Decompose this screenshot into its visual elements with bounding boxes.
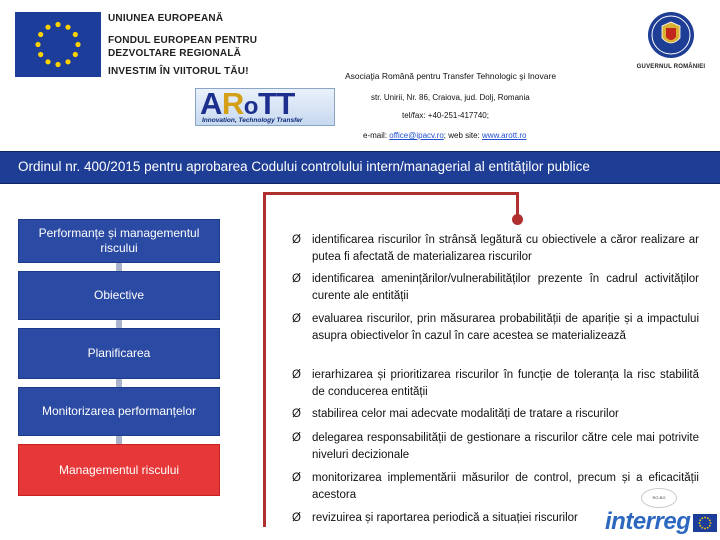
web-label: ; web site: (443, 131, 480, 140)
arrow-bullet-icon: Ø (292, 472, 301, 484)
arrow-bullet-icon: Ø (292, 234, 301, 246)
list-item: Ø delegarea responsabilității de gestionare a riscurilor către cele mai potrivite niveluri decizionale (292, 432, 699, 461)
organization-contact (363, 131, 526, 140)
eu-line-3: DEZVOLTARE REGIONALĂ (108, 48, 242, 59)
process-step-risk-performance (18, 219, 220, 263)
eu-star-icon (45, 25, 50, 30)
eu-logo-text (108, 12, 257, 78)
eu-star-icon (55, 22, 60, 27)
eu-star-icon (699, 519, 701, 521)
bracket-line (263, 192, 519, 195)
eu-star-icon (38, 32, 43, 37)
list-item: Ø stabilirea celor mai adecvate modalități de tratare a riscurilor (292, 406, 699, 423)
email-label: e-mail: (363, 131, 388, 140)
eu-star-icon (65, 25, 70, 30)
organization-address: str. Unirii, Nr. 86, Craiova, jud. Dolj, Romania (371, 93, 530, 102)
arrow-bullet-icon: Ø (292, 432, 301, 444)
process-step-monitoring (18, 387, 220, 436)
title-bar (0, 151, 720, 184)
bracket-line (516, 192, 519, 216)
organization-tel-fax: tel/fax: +40-251-417740; (402, 111, 489, 120)
eu-star-icon (704, 528, 706, 530)
eu-star-icon (35, 42, 40, 47)
eu-star-icon (701, 517, 703, 519)
process-connector (116, 436, 122, 444)
slide-title: Ordinul nr. 400/2015 pentru aprobarea Codului controlului intern/managerial al entităților publice (18, 159, 590, 174)
process-step-planning (18, 328, 220, 379)
interreg-logo: interreg (605, 508, 691, 535)
eu-star-icon (704, 517, 706, 519)
eu-flag-logo (15, 12, 101, 77)
eu-flag-small-icon (693, 514, 717, 532)
process-step-label: Performanțe și managementul riscului (38, 226, 200, 255)
eu-star-icon (73, 52, 78, 57)
arrow-bullet-icon: Ø (292, 273, 301, 285)
eu-star-icon (707, 527, 709, 529)
website-link[interactable]: www.arott.ro (482, 131, 527, 140)
eu-star-icon (701, 527, 703, 529)
bracket-line (263, 192, 266, 527)
eu-line-2: FONDUL EUROPEAN PENTRU (108, 35, 258, 46)
arott-tagline: Innovation, Technology Transfer (202, 117, 303, 124)
eu-stars-icon (15, 12, 101, 77)
eu-line-4: INVESTIM ÎN VIITORUL TĂU! (108, 66, 249, 77)
arrow-bullet-icon: Ø (292, 408, 301, 420)
eu-star-icon (65, 59, 70, 64)
process-step-objectives (18, 271, 220, 320)
eu-star-icon (55, 62, 60, 67)
process-connector (116, 320, 122, 328)
eu-star-icon (699, 522, 701, 524)
arrow-bullet-icon: Ø (292, 313, 301, 325)
eu-star-icon (38, 52, 43, 57)
arrow-bullet-icon: Ø (292, 512, 301, 524)
government-crest-icon (640, 10, 702, 60)
organization-name: Asociaţia Română pentru Transfer Tehnologic şi Inovare (345, 71, 557, 81)
list-item: Ø ierarhizarea și prioritizarea riscurilor în funcție de toleranța la risc stabilită de conducerea entității (292, 369, 699, 398)
eu-star-icon (710, 522, 712, 524)
eu-star-icon (699, 525, 701, 527)
arrow-bullet-icon: Ø (292, 369, 301, 381)
eu-star-icon (45, 59, 50, 64)
process-step-risk-management (18, 444, 220, 496)
eu-star-icon (707, 517, 709, 519)
eu-star-icon (75, 42, 80, 47)
eu-star-icon (709, 519, 711, 521)
list-item: Ø evaluarea riscurilor, prin măsurarea probabilității de apariție și a impactului asupra obiectivelor în cazul în care acestea se materializează (292, 313, 699, 342)
process-step-label: Managementul riscului (58, 462, 180, 477)
eu-star-icon (73, 32, 78, 37)
list-item: Ø identificarea riscurilor în strânsă legătură cu obiectivele a căror realizare ar putea fi afectată de materializarea riscurilor (292, 234, 699, 263)
email-link[interactable]: office@ipacv.ro (389, 131, 444, 140)
bracket-arrow-head-icon (512, 214, 523, 225)
arott-logo (195, 88, 335, 126)
list-item: Ø revizuirea și raportarea periodică a situației riscurilor (292, 510, 699, 527)
list-item: Ø identificarea amenințărilor/vulnerabilităților prezente în cadrul activităților curente ale entității (292, 273, 699, 302)
process-step-label: Planificarea (87, 346, 151, 360)
list-item: Ø monitorizarea implementării măsurilor de control, precum și a eficacității acestora (292, 472, 699, 501)
eu-line-1: UNIUNEA EUROPEANĂ (108, 13, 224, 24)
process-step-label: Monitorizarea performanțelor (41, 404, 197, 418)
process-connector (116, 379, 122, 387)
arott-wordmark: ARoTT (200, 86, 295, 121)
eu-star-icon (709, 525, 711, 527)
government-caption: GUVERNUL ROMÂNIEI (636, 64, 706, 70)
process-connector (116, 263, 122, 271)
interreg-badge: RO-BG (641, 488, 677, 508)
process-step-label: Obiective (93, 288, 145, 302)
